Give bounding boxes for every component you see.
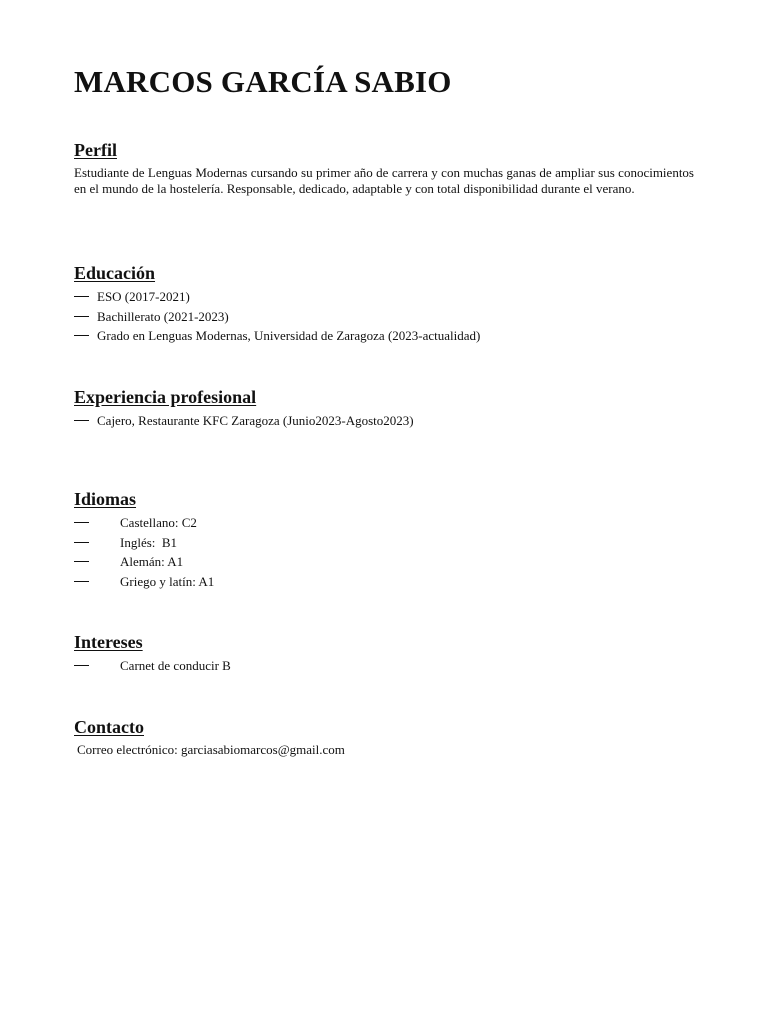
- language-item: Alemán: A1: [120, 554, 184, 569]
- dash-bullet-icon: [74, 665, 89, 666]
- education-section: [74, 262, 694, 346]
- list-item: [74, 572, 694, 592]
- dash-bullet-icon: [74, 296, 89, 297]
- dash-bullet-icon: [74, 335, 89, 336]
- list-item: [74, 513, 694, 533]
- education-heading: Educación: [74, 263, 156, 283]
- contact-email: Correo electrónico: garciasabiomarcos@gmail.com: [77, 742, 345, 757]
- languages-list: [74, 513, 694, 591]
- dash-bullet-icon: [74, 522, 89, 523]
- contact-section: [74, 716, 694, 759]
- dash-bullet-icon: [74, 420, 89, 421]
- dash-bullet-icon: [74, 561, 89, 562]
- language-item: Castellano: C2: [120, 515, 197, 530]
- experience-item: Cajero, Restaurante KFC Zaragoza (Junio2023-Agosto2023): [97, 413, 414, 428]
- interest-item: Carnet de conducir B: [120, 658, 231, 673]
- candidate-name: MARCOS GARCÍA SABIO: [74, 64, 452, 99]
- list-item: [74, 326, 694, 346]
- dash-bullet-icon: [74, 581, 89, 582]
- interests-section: [74, 631, 694, 676]
- profile-section: [74, 139, 694, 197]
- education-item: Bachillerato (2021-2023): [97, 308, 229, 324]
- languages-heading: Idiomas: [74, 489, 137, 509]
- language-item: Griego y latín: A1: [120, 573, 215, 589]
- list-item: [74, 656, 694, 676]
- interests-heading: Intereses: [74, 632, 143, 652]
- education-item: Grado en Lenguas Modernas, Universidad de Zaragoza (2023-actualidad): [97, 328, 481, 343]
- dash-bullet-icon: [74, 316, 89, 317]
- interests-list: [74, 656, 694, 676]
- profile-heading: Perfil: [74, 140, 117, 160]
- list-item: [74, 287, 694, 307]
- list-item: [74, 411, 694, 431]
- education-item: ESO (2017-2021): [97, 289, 190, 304]
- experience-list: [74, 411, 694, 431]
- education-list: [74, 287, 694, 346]
- dash-bullet-icon: [74, 542, 89, 543]
- list-item: [74, 307, 694, 327]
- list-item: [74, 552, 694, 572]
- experience-heading: Experiencia profesional: [74, 387, 257, 407]
- experience-section: [74, 386, 694, 431]
- profile-text: Estudiante de Lenguas Modernas cursando su primer año de carrera y con muchas ganas de ampliar sus conocimientos en el mundo de la hostelería. Responsable, dedicado, adaptable y con total disponibilidad durante el verano.: [74, 165, 694, 196]
- languages-section: [74, 488, 694, 591]
- list-item: [74, 533, 694, 553]
- language-item: Inglés: B1: [120, 534, 178, 550]
- contact-heading: Contacto: [74, 717, 144, 737]
